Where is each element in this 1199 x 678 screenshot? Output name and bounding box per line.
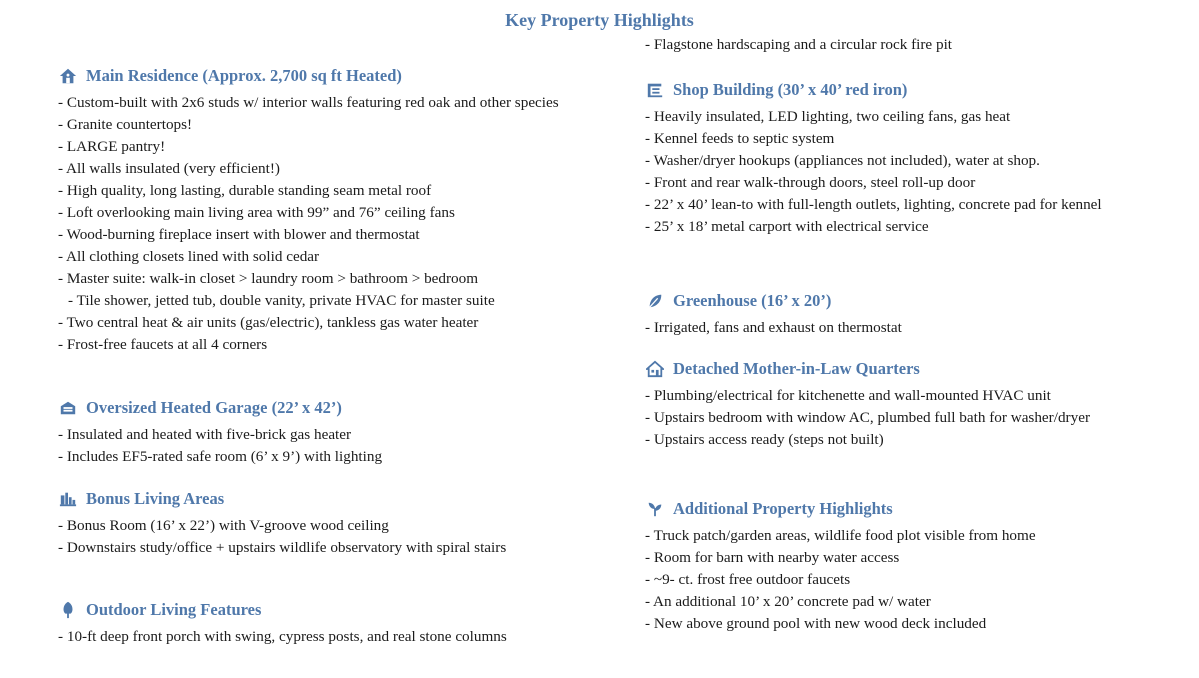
list-item: - Heavily insulated, LED lighting, two ceiling fans, gas heat [645, 108, 1011, 125]
section-bonus-living [58, 487, 618, 559]
list-item: - Front and rear walk-through doors, steel roll-up door [645, 174, 976, 191]
list-item: - All walls insulated (very efficient!) [58, 160, 280, 177]
section-garage [58, 396, 618, 468]
list-item: - High quality, long lasting, durable standing seam metal roof [58, 182, 432, 199]
garage-icon [58, 399, 78, 417]
section-heading [58, 487, 618, 511]
list-item: - Plumbing/electrical for kitchenette and wall-mounted HVAC unit [645, 387, 1051, 404]
list-item: - Irrigated, fans and exhaust on thermostat [645, 319, 902, 336]
list-item: - Loft overlooking main living area with 99” and 76” ceiling fans [58, 204, 455, 221]
list-item: - Granite countertops! [58, 116, 193, 133]
section-heading [645, 78, 1165, 102]
section-title: Outdoor Living Features [86, 600, 262, 619]
section-title: Bonus Living Areas [86, 489, 225, 508]
section-greenhouse [645, 289, 1165, 339]
list-item: - 22’ x 40’ lean-to with full-length outlets, lighting, concrete pad for kennel [645, 196, 1102, 213]
section-shop-building [645, 78, 1165, 238]
list-item: - Downstairs study/office + upstairs wildlife observatory with spiral stairs [58, 539, 507, 556]
section-title: Main Residence (Approx. 2,700 sq ft Heated) [86, 66, 402, 85]
section-heading [58, 598, 618, 622]
list-item: - 10-ft deep front porch with swing, cypress posts, and real stone columns [58, 628, 507, 645]
tree-icon [58, 601, 78, 619]
list-item: - Two central heat & air units (gas/electric), tankless gas water heater [58, 314, 479, 331]
list-item: - Custom-built with 2x6 studs w/ interior walls featuring red oak and other species [58, 94, 559, 111]
item-list [58, 515, 618, 559]
list-item: - An additional 10’ x 20’ concrete pad w/ water [645, 593, 931, 610]
section-title: Oversized Heated Garage (22’ x 42’) [86, 398, 342, 417]
list-item: - Upstairs bedroom with window AC, plumbed full bath for washer/dryer [645, 409, 1090, 426]
list-item: - Washer/dryer hookups (appliances not included), water at shop. [645, 152, 1040, 169]
section-heading [58, 64, 618, 88]
cottage-icon [645, 360, 665, 378]
list-item: - Tile shower, jetted tub, double vanity, private HVAC for master suite [68, 292, 495, 309]
section-heading [58, 396, 618, 420]
list-item: - 25’ x 18’ metal carport with electrical service [645, 218, 929, 235]
item-list [58, 92, 618, 356]
item-list [645, 317, 1165, 339]
item-list [645, 385, 1165, 451]
section-additional-highlights [645, 497, 1165, 635]
list-item: - Kennel feeds to septic system [645, 130, 835, 147]
list-item: - Bonus Room (16’ x 22’) with V-groove wood ceiling [58, 517, 389, 534]
item-list [645, 34, 952, 56]
section-outdoor-living [58, 598, 618, 648]
item-list [58, 424, 618, 468]
section-title: Shop Building (30’ x 40’ red iron) [673, 80, 908, 99]
list-item: - ~9- ct. frost free outdoor faucets [645, 571, 851, 588]
item-list [645, 106, 1165, 238]
list-item: - LARGE pantry! [58, 138, 166, 155]
list-item: - Master suite: walk-in closet > laundry room > bathroom > bedroom [58, 270, 479, 287]
leaf-icon [645, 292, 665, 310]
list-item: - Includes EF5-rated safe room (6’ x 9’) with lighting [58, 448, 383, 465]
shop-icon [645, 81, 665, 99]
page-title: Key Property Highlights [505, 10, 694, 30]
list-item: - Insulated and heated with five-brick gas heater [58, 426, 352, 443]
list-item: - Room for barn with nearby water access [645, 549, 900, 566]
sprout-icon [645, 500, 665, 518]
section-heading [645, 497, 1165, 521]
list-item: - Wood-burning fireplace insert with blower and thermostat [58, 226, 420, 243]
section-heading [645, 289, 1165, 313]
couch-icon [58, 490, 78, 508]
house-icon [58, 67, 78, 85]
list-item: - All clothing closets lined with solid cedar [58, 248, 320, 265]
item-list [645, 525, 1165, 635]
section-heading [645, 357, 1165, 381]
section-title: Additional Property Highlights [673, 499, 893, 518]
item-list [58, 626, 618, 648]
list-item: - New above ground pool with new wood deck included [645, 615, 987, 632]
list-item: - Upstairs access ready (steps not built) [645, 431, 884, 448]
list-item: - Flagstone hardscaping and a circular rock fire pit [645, 36, 953, 53]
section-mother-in-law [645, 357, 1165, 451]
section-title: Greenhouse (16’ x 20’) [673, 291, 832, 310]
list-item: - Frost-free faucets at all 4 corners [58, 336, 268, 353]
section-title: Detached Mother-in-Law Quarters [673, 359, 920, 378]
list-item: - Truck patch/garden areas, wildlife food plot visible from home [645, 527, 1036, 544]
section-main-residence [58, 64, 618, 356]
